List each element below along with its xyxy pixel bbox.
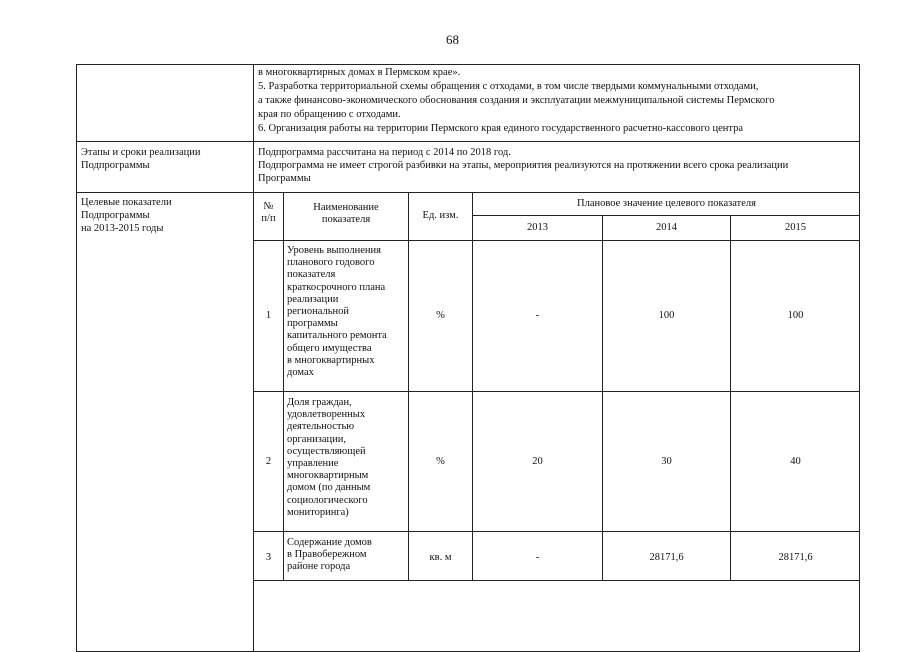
row-3-2015: 28171,6 bbox=[778, 552, 813, 563]
row-2-2015: 40 bbox=[790, 456, 801, 467]
row-1-name: Уровень выполнения планового годового показателя краткосрочного плана реализации региональной программы капитального ремонта общего имущества в многоквартирных домах bbox=[287, 245, 387, 379]
row-2-name: Доля граждан, удовлетворенных деятельностью организации, осуществляющей управление многоквартирным домом (по данным социологического мониторинга) bbox=[287, 397, 371, 518]
header-unit: Ед. изм. bbox=[422, 210, 459, 221]
stages-label-line-1: Этапы и сроки реализации bbox=[81, 147, 201, 158]
stages-label-line-2: Подпрограммы bbox=[81, 160, 150, 171]
row-divider-1 bbox=[76, 141, 860, 142]
inner-row-2-bottom bbox=[253, 531, 860, 532]
targets-label-line-2: Подпрограммы bbox=[81, 210, 150, 221]
header-year-2015: 2015 bbox=[785, 222, 806, 233]
top-row-line-5: 6. Организация работы на территории Пермского края единого государственного расчетно-кассового центра bbox=[258, 123, 744, 134]
inner-col-unit bbox=[472, 192, 473, 580]
row-2-2013: 20 bbox=[532, 456, 543, 467]
row-3-name: Содержание домов в Правобережном районе города bbox=[287, 537, 372, 573]
page-number: 68 bbox=[446, 32, 459, 47]
header-year-2013: 2013 bbox=[527, 222, 548, 233]
row-3-unit: кв. м bbox=[429, 552, 452, 563]
row-1-2013: - bbox=[535, 310, 540, 321]
inner-col-num bbox=[283, 192, 284, 580]
inner-col-name bbox=[408, 192, 409, 580]
inner-col-2014 bbox=[730, 215, 731, 580]
targets-label-line-3: на 2013-2015 годы bbox=[81, 223, 164, 234]
stages-text-line-3: Программы bbox=[258, 173, 311, 184]
row-1-unit: % bbox=[436, 310, 445, 321]
top-row-line-4: края по обращению с отходами. bbox=[258, 109, 401, 120]
row-3-2013: - bbox=[535, 552, 540, 563]
header-plan: Плановое значение целевого показателя bbox=[577, 198, 756, 209]
stages-text-line-2: Подпрограмма не имеет строгой разбивки на этапы, мероприятия реализуются на протяжении всего срока реализации bbox=[258, 160, 789, 171]
row-3-num: 3 bbox=[265, 552, 272, 563]
header-year-2014: 2014 bbox=[656, 222, 677, 233]
row-3-2014: 28171,6 bbox=[649, 552, 684, 563]
row-1-2015: 100 bbox=[787, 310, 804, 321]
row-2-num: 2 bbox=[265, 456, 272, 467]
top-row-line-2: 5. Разработка территориальной схемы обращения с отходами, в том числе твердыми коммунальными отходами, bbox=[258, 81, 759, 92]
targets-label-line-1: Целевые показатели bbox=[81, 197, 172, 208]
inner-col-2013 bbox=[602, 215, 603, 580]
inner-row-1-bottom bbox=[253, 391, 860, 392]
row-2-2014: 30 bbox=[661, 456, 672, 467]
stages-text-line-1: Подпрограмма рассчитана на период с 2014 по 2018 год. bbox=[258, 147, 511, 158]
inner-row-header-bottom bbox=[253, 240, 860, 241]
row-2-unit: % bbox=[436, 456, 445, 467]
row-1-2014: 100 bbox=[658, 310, 675, 321]
inner-row-plan-split bbox=[472, 215, 860, 216]
row-divider-2 bbox=[76, 192, 860, 193]
top-row-line-1: в многоквартирных домах в Пермском крае». bbox=[258, 67, 461, 78]
row-1-num: 1 bbox=[265, 310, 272, 321]
header-num: № п/п bbox=[261, 201, 276, 225]
inner-table-bottom bbox=[253, 580, 860, 581]
top-row-line-3: а также финансово-экономического обоснования создания и эксплуатации межмуниципальной системы Пермского bbox=[258, 95, 775, 106]
header-name: Наименование показателя bbox=[313, 202, 379, 226]
